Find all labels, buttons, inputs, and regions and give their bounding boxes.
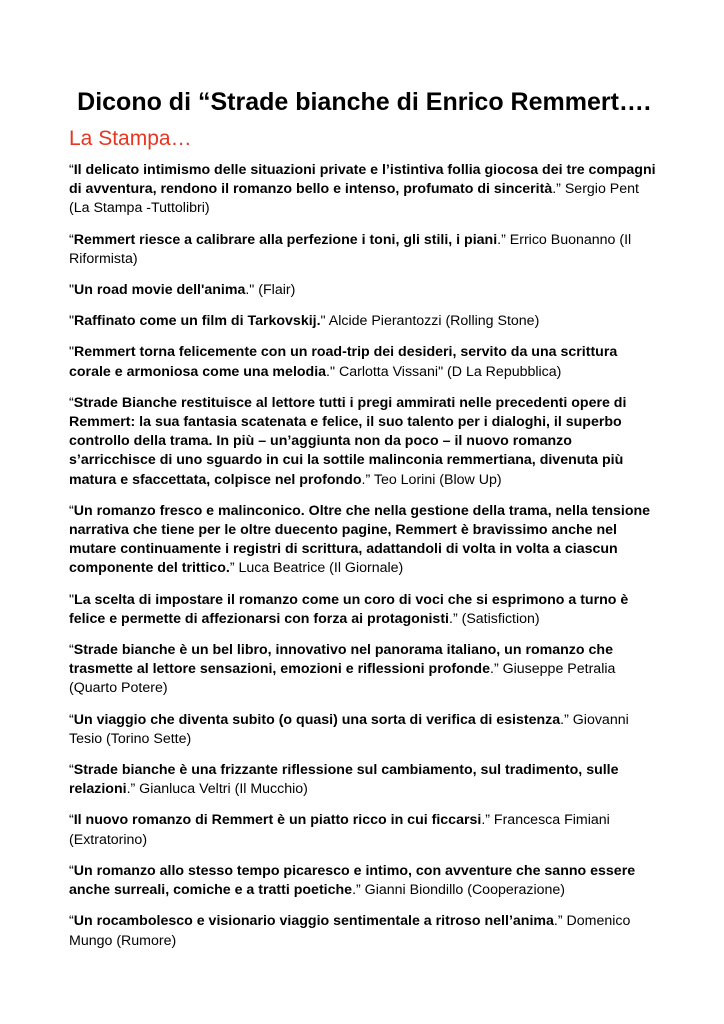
review-item	[69, 811, 659, 849]
review-item	[69, 312, 659, 331]
review-item	[69, 231, 659, 269]
review-attribution: ” Luca Beatrice (Il Giornale)	[229, 560, 404, 577]
review-quote: Strade bianche è una frizzante riflessione sul cambiamento, sul tradimento, sulle relazioni	[69, 762, 619, 798]
review-attribution: ." (Flair)	[245, 282, 296, 299]
review-attribution: .” (Satisfiction)	[449, 610, 540, 627]
review-attribution: .” Francesca Fimiani (Extratorino)	[69, 812, 610, 848]
review-open-quote: "	[69, 591, 75, 608]
review-open-quote: “	[69, 394, 74, 411]
review-attribution: .” Giuseppe Petralia (Quarto Potere)	[69, 661, 616, 697]
review-item	[69, 711, 659, 749]
review-quote: Raffinato come un film di Tarkovskij.	[74, 313, 321, 330]
review-open-quote: "	[69, 282, 75, 299]
review-quote: Strade Bianche restituisce al lettore tutti i pregi ammirati nelle precedenti opere di Remmert: la sua fantasia scatenata e felice, il suo talento per i dialoghi, il superbo controllo della trama. In più – un’aggiunta non da poco – il nuovo romanzo s’arricchisce di uno sguardo in cui la sottile malinconia remmertiana, divenuta più matura e sfaccettata, colpisce nel profondo	[69, 394, 627, 488]
review-open-quote: “	[69, 642, 74, 659]
review-quote: Un road movie dell'anima	[74, 282, 246, 299]
review-open-quote: “	[69, 162, 74, 178]
review-open-quote: “	[69, 502, 74, 519]
document-page	[69, 86, 659, 963]
review-quote: La scelta di impostare il romanzo come un coro di voci che si esprimono a turno è felice e permette di affezionarsi con forza ai protagonisti	[69, 591, 629, 627]
review-item	[69, 394, 659, 490]
review-item	[69, 343, 659, 381]
review-item	[69, 161, 659, 219]
review-open-quote: "	[69, 313, 75, 330]
review-quote: Un rocambolesco e visionario viaggio sentimentale a ritroso nell’anima	[73, 913, 554, 930]
review-item	[69, 591, 659, 629]
review-attribution: " Alcide Pierantozzi (Rolling Stone)	[320, 313, 540, 330]
review-quote: Un viaggio che diventa subito (o quasi) una sorta di verifica di esistenza	[73, 711, 561, 728]
review-quote: Il delicato intimismo delle situazioni private e l’istintiva follia giocosa dei tre compagni di avventura, rendono il romanzo bello e intenso, profumato di sincerità	[69, 162, 656, 198]
review-quote: Remmert torna felicemente con un road-trip dei desideri, servito da una scrittura corale e armoniosa come una melodia	[69, 344, 618, 380]
review-quote: Un romanzo fresco e malinconico. Oltre che nella gestione della trama, nella tensione narrativa che tiene per le oltre duecento pagine, Remmert è bravissimo anche nel mutare continuamente i registri di scrittura, adattandoli di volta in volta a ciascun componente del trittico.	[69, 502, 651, 577]
document-subtitle: La Stampa…	[69, 127, 192, 150]
review-open-quote: “	[69, 913, 74, 930]
review-open-quote: “	[69, 231, 74, 248]
review-quote: Un romanzo allo stesso tempo picaresco e intimo, con avventure che sanno essere anche surreali, comiche e a tratti poetiche	[69, 862, 636, 899]
review-attribution: .” Gianluca Veltri (Il Mucchio)	[126, 781, 308, 798]
review-open-quote: “	[69, 762, 74, 779]
review-list	[69, 161, 659, 951]
review-attribution: .” Errico Buonanno (Il Riformista)	[69, 231, 632, 267]
review-item	[69, 281, 659, 300]
review-item	[69, 641, 659, 699]
review-attribution: .” Gianni Biondillo (Cooperazione)	[352, 882, 566, 899]
review-open-quote: “	[69, 862, 74, 879]
review-attribution: .” Teo Lorini (Blow Up)	[361, 471, 502, 488]
review-item	[69, 502, 659, 579]
review-attribution: .” Giovanni Tesio (Torino Sette)	[69, 711, 629, 747]
review-quote: Remmert riesce a calibrare alla perfezione i toni, gli stili, i piani	[73, 231, 498, 248]
review-attribution: .” Sergio Pent (La Stampa -Tuttolibri)	[69, 181, 639, 217]
review-open-quote: “	[69, 812, 74, 829]
review-item	[69, 761, 659, 799]
review-item	[69, 912, 659, 950]
review-item	[69, 862, 659, 900]
review-attribution: ." Carlotta Vissani" (D La Repubblica)	[326, 363, 562, 380]
document-title: Dicono di “Strade bianche di Enrico Remmert….	[77, 88, 651, 116]
review-quote: Strade bianche è un bel libro, innovativo nel panorama italiano, un romanzo che trasmette al lettore sensazioni, emozioni e riflessioni profonde	[69, 642, 613, 678]
review-open-quote: "	[69, 344, 75, 361]
review-quote: Il nuovo romanzo di Remmert è un piatto ricco in cui ficcarsi	[73, 812, 482, 829]
review-open-quote: “	[69, 711, 74, 728]
review-attribution: .” Domenico Mungo (Rumore)	[69, 913, 631, 949]
